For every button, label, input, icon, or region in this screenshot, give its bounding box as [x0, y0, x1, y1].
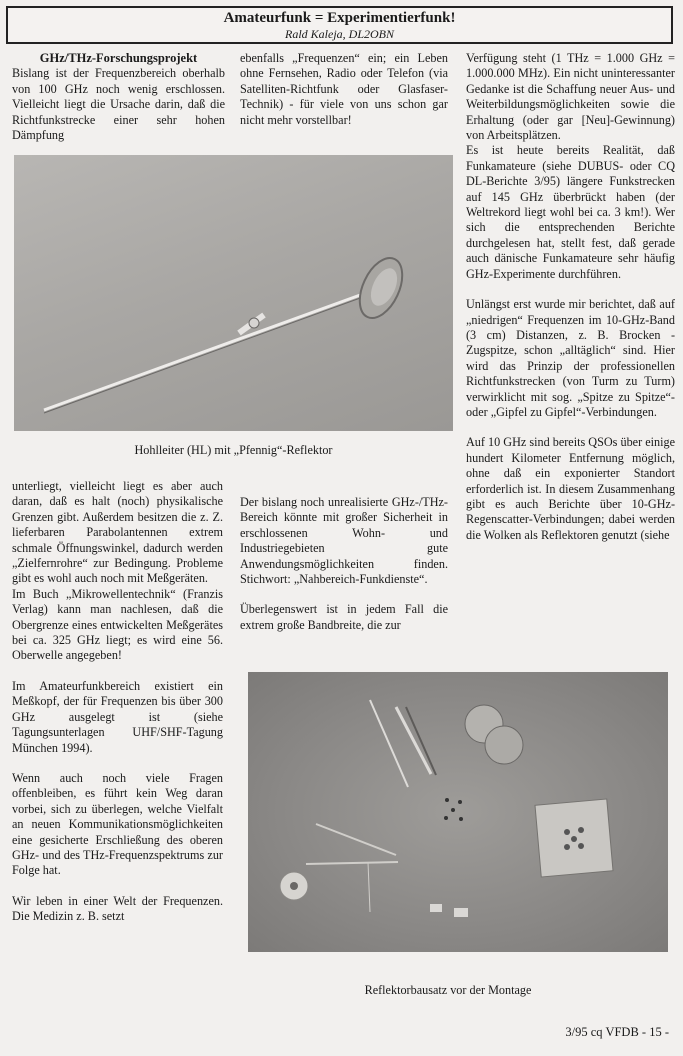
paragraph: Wenn auch noch viele Fragen offenbleiben, es führt kein Weg daran vorbei, sich zu überlegen, welche Vielfalt an neuen Kommunikationsmöglichkeiten eine gesicherte Erschließung des oberen GHz- und des THz-Frequenzspektrums zur Folge hat. — [12, 770, 223, 878]
article-title: Amateurfunk = Experimentierfunk! — [223, 10, 456, 26]
page-footer: 3/95 cq VFDB - 15 - — [565, 1025, 669, 1039]
column-2-top — [240, 51, 448, 128]
article-author: Rald Kaleja, DL2OBN — [284, 27, 394, 41]
paragraph: Unlängst erst wurde mir berichtet, daß auf „niedrigen“ Frequenzen im 10-GHz-Band (3 cm) Distanzen, z. B. Brocken - Zugspitze, schon „alltäglich“ sind. Hier wird das Prinzip der professionellen Richtfunkstrecken (von Turm zu Turm) verwirklicht mit sog. „Spitze zu Spitze“- oder „Gipfel zu Gipfel“-Verbindungen. — [466, 297, 675, 419]
paragraph: Auf 10 GHz sind bereits QSOs über einige hundert Kilometer Entfernung möglich, ohne daß ein exponierter Standort erforderlich ist. In diesem Zusammenhang gibt es auch Berichte über 10-GHz-Regenscatter-Verbindungen; dabei werden die Wolken als Reflektoren genutzt (siehe — [466, 435, 675, 542]
paragraph: Wir leben in einer Welt der Frequenzen. Die Medizin z. B. setzt — [12, 893, 223, 924]
paragraph: Im Buch „Mikrowellentechnik“ (Franzis Verlag) kann man nachlesen, daß die Obergrenze eines entwickelten Meßgerätes bei ca. 325 GHz liegt; es wird eine 56. Oberwelle angegeben! — [12, 586, 223, 663]
section-heading: GHz/THz-Forschungsprojekt — [39, 51, 198, 65]
photo-waveguide-drawing — [14, 155, 453, 431]
column-3 — [466, 51, 675, 543]
paragraph: unterliegt, vielleicht liegt es aber auch daran, daß es halt (noch) physikalische Grenzen gibt. Außerdem besitzen die z. Z. lieferbaren Parabolantennen extrem schmale Öffnungswinkel, dadurch werden „Zielfernrohre“ zur Bedingung. Probleme gibt es wohl auch noch mit Meßgeräten. — [12, 479, 223, 586]
column-1-top — [12, 51, 225, 143]
column-2-bottom — [240, 495, 448, 633]
paragraph: Es ist heute bereits Realität, daß Funkamateure (siehe DUBUS- oder CQ DL-Berichte 3/95) längere Funkstrecken auf 145 GHz überbrückt haben (der Weltrekord liegt wohl bei ca. 3 km!). Wer sich die entsprechenden Berichte durchgelesen hat, stellt fest, daß gerade auch dänische Funkamateure sehr häufig GHz-Experimente durchführen. — [466, 143, 675, 281]
photo-reflector-kit — [248, 672, 668, 952]
paragraph: Überlegenswert ist in jedem Fall die extrem große Bandbreite, die zur — [240, 602, 448, 632]
figure-1-caption: Hohlleiter (HL) mit „Pfennig“-Reflektor — [134, 443, 333, 457]
paragraph: Der bislang noch unrealisierte GHz-/THz-Bereich könnte mit großer Sicherheit in erschlossenen Wohn- und Industriegebieten gute Anwendungsmöglichkeiten finden. Stichwort: „Nahbereich-Funkdienste“. — [240, 495, 448, 587]
article-title-box — [6, 6, 673, 44]
column-1-bottom — [12, 479, 223, 925]
photo-kit-drawing — [248, 672, 668, 952]
paragraph: Bislang ist der Frequenzbereich oberhalb von 100 GHz noch wenig erschlossen. Vielleicht liegt die Ursache darin, daß die Richtfunkstrecke einer sehr hohen Dämpfung — [12, 66, 225, 143]
photo-waveguide-reflector — [14, 155, 453, 431]
figure-2-caption: Reflektorbausatz vor der Montage — [364, 983, 532, 997]
paragraph: Verfügung steht (1 THz = 1.000 GHz = 1.000.000 MHz). Ein nicht uninteressanter Gedanke ist die Schaffung neuer Aus- und Weiterbildungsmöglichkeiten sowie die Erhaltung (oder gar [Neu]-Gewinnung) von Arbeitsplätzen. — [466, 51, 675, 143]
paragraph: Im Amateurfunkbereich existiert ein Meßkopf, der für Frequenzen bis über 300 GHz ausgelegt ist (siehe Tagungsunterlagen UHF/SHF-Tagung München 1994). — [12, 678, 223, 755]
paragraph: ebenfalls „Frequenzen“ ein; ein Leben ohne Fernsehen, Radio oder Telefon (via Satelliten-Richtfunk oder Glasfaser-Technik) - für viele von uns schon gar nicht mehr vorstellbar! — [240, 51, 448, 127]
